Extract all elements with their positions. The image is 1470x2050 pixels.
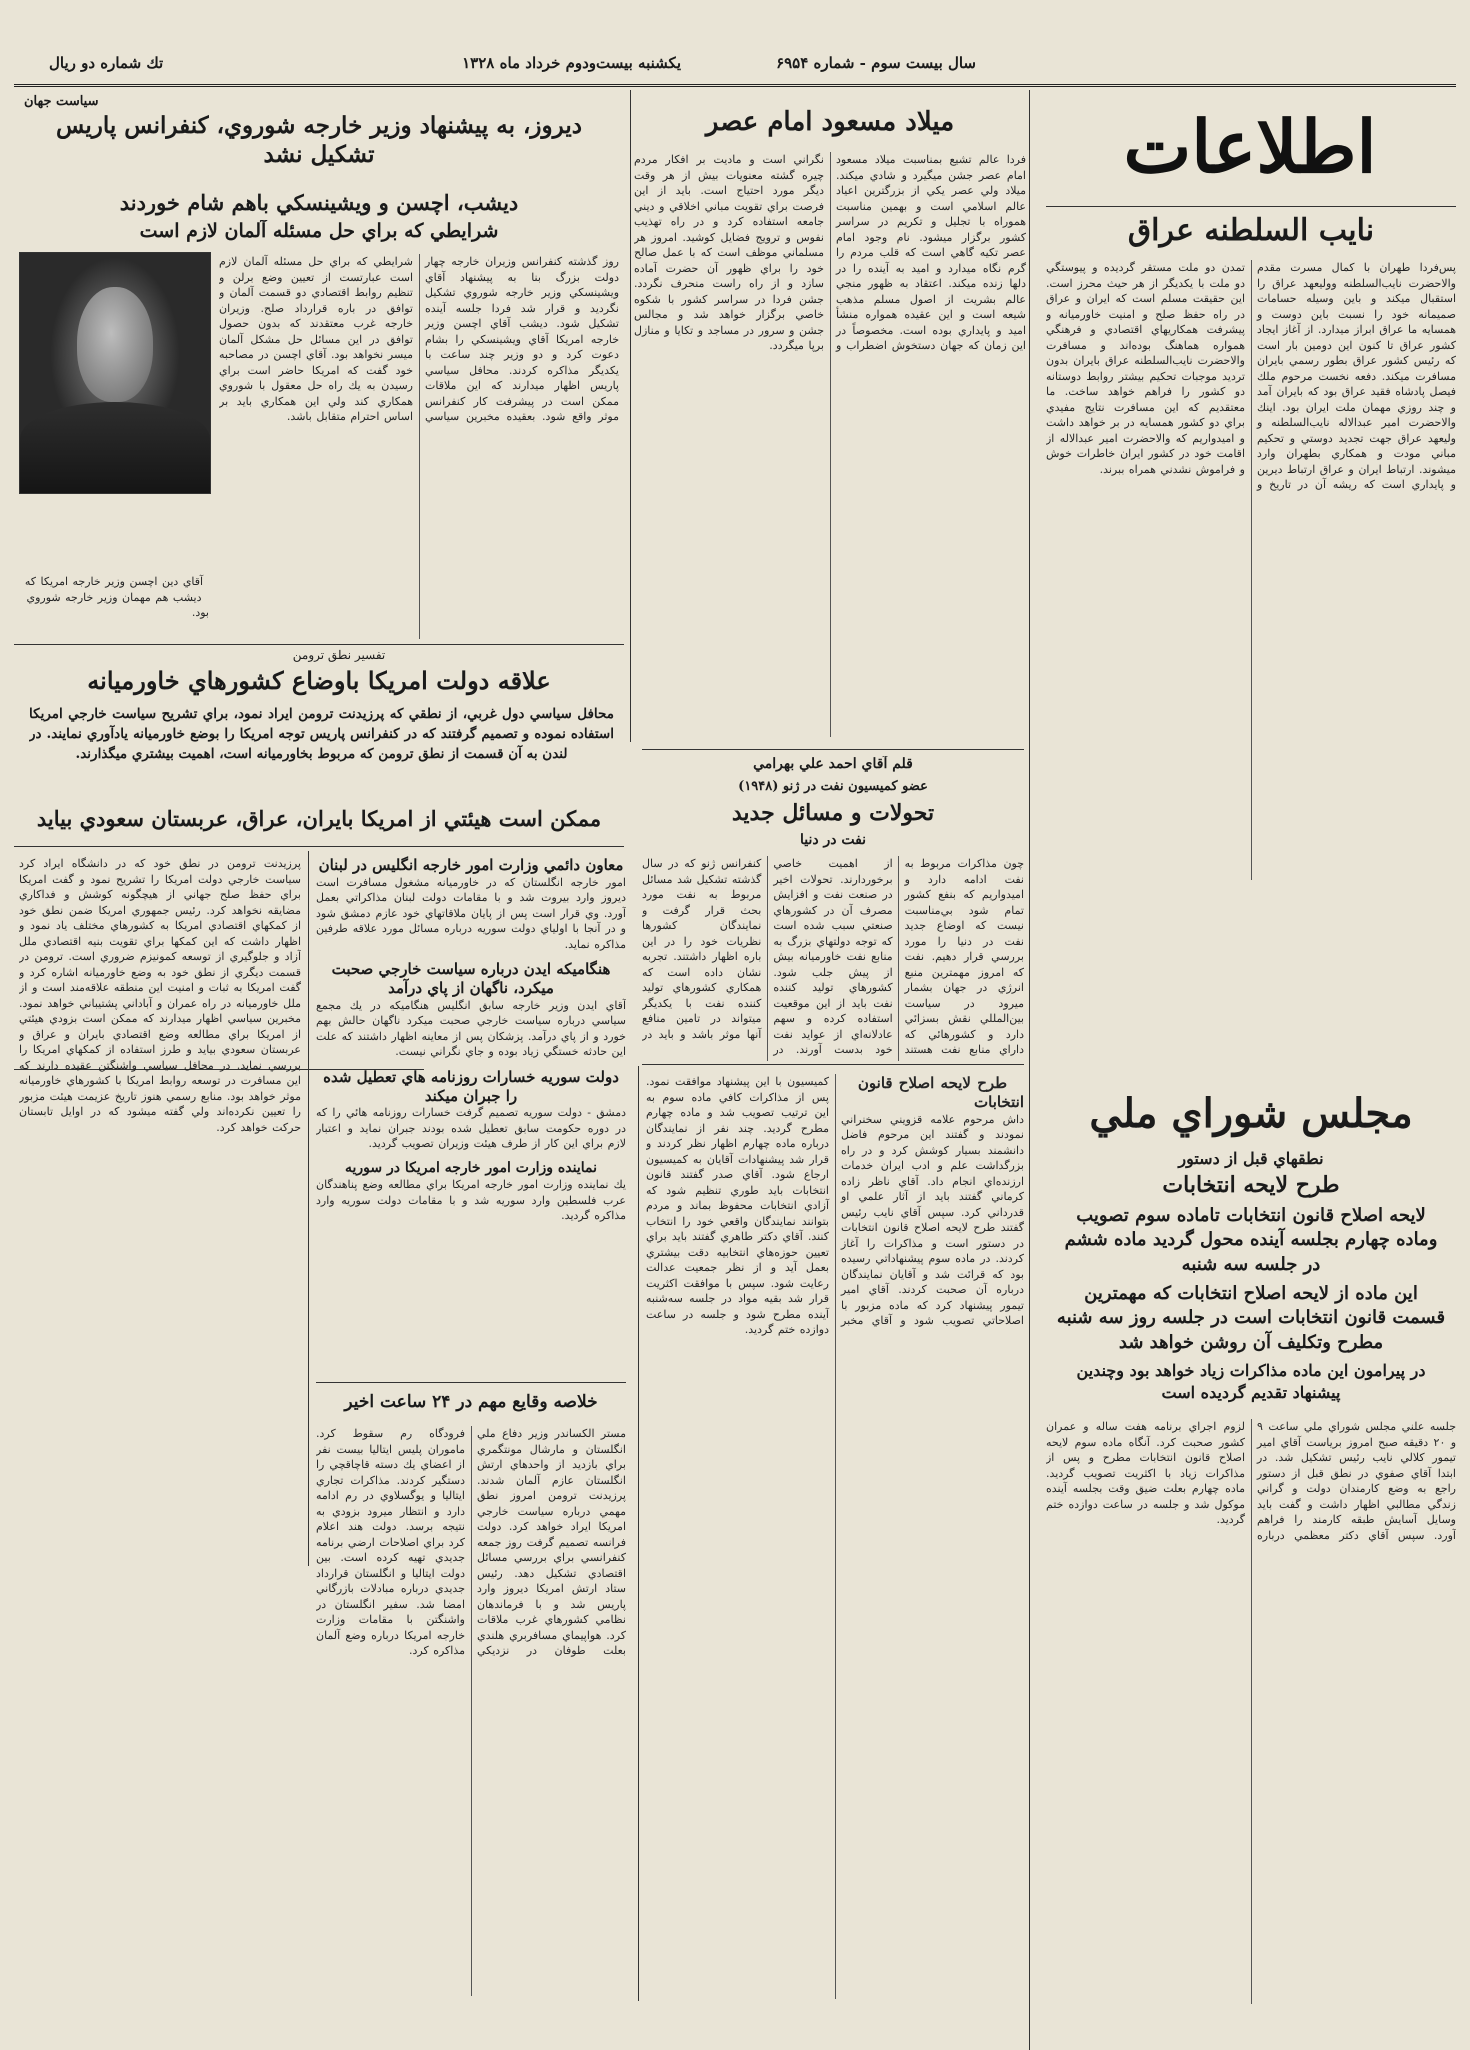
rule [642,1064,1024,1065]
issue-price: تك شماره دو ريال [49,54,164,72]
majlis-cont-text: داش مرحوم علامه قزويني سخنراني نمودند و گفتند اين مرحوم فاضل دانشمند بسيار كوشش كرد و در راه بزرگداشت علم و ادب ايران خدمات ارزنده‌اي انجام داد. آقاي ناظر زاده كرماني گفتند بايد از آثار علمي او قدرداني كرد. سپس آقاي نايب رئيس گفتند طرح لايحه اصلاح قانون انتخابات در دستور است و مذاكرات را آغاز كردند. در ماده سوم پيشنهاداتي رسيده بود كه قرائت شد و آقايان نمايندگان درباره آن صحبت كردند. آقاي امير تيمور پيشنهاد كرد كه ماده مزبور با اصلاحاتي تصويب شود و آقاي مخبر كميسيون با اين پيشنهاد موافقت نمود. پس از مذاكرات كافي ماده سوم به اين ترتيب تصويب شد و ماده چهارم مطرح گرديد. چند نفر از نمايندگان درباره ماده چهارم اظهار نظر كردند و قرار شد پيشنهادات آقايان به كميسيون ارجاع شود. آقاي صدر گفتند قانون انتخابات بايد طوري تنظيم شود كه آزادي انتخابات محفوظ بماند و مردم بتوانند نمايندگان واقعي خود را انتخاب كنند. آقاي دكتر طاهري گفتند بايد براي تعيين حوزه‌هاي انتخابيه دقت بيشتري بعمل آيد و از نظر جمعيت عدالت رعايت شود. سپس با موافقت اكثريت قرار شد بقيه مواد در جلسه سه‌شنبه آينده مطرح شود و جلسه در ساعت دوازده ختم گرديد. [646,1075,1024,1336]
us-middle-east-headline: علاقه دولت امريكا باوضاع كشورهاي خاورميانه [87,666,551,695]
news-summary-article [316,1426,626,1996]
photo-head [77,287,153,402]
oil-sub: نفت در دنيا [799,832,867,848]
majlis-bold3: در پيرامون اين ماده مذاكرات زياد خواهد بود وچندين پيشنهاد تقديم گرديده است [1076,1361,1426,1402]
majlis-text: جلسه علني مجلس شوراي ملي ساعت ۹ و ۲۰ دقيقه صبح امروز برياست آقاي امير تيمور كلالي نايب رئيس تشكيل شد. در ابتدا آقاي صفوي در نطق قبل از دستور راجع به وضع كارمندان دولت و گراني زندگي مطالبي اظهار داشت و گفت بايد وسايل آسايش طبقه كارمند را فراهم آورد. سپس آقاي دكتر معظمي درباره لزوم اجراي برنامه هفت ساله و عمران كشور صحبت كرد. آنگاه ماده سوم لايحه اصلاح قانون انتخابات مطرح و پس از مذاكرات زياد با اكثريت تصويب گرديد. ماده چهارم بعلت ضيق وقت بجلسه آينده موكول شد و جلسه در ساعت دوازده ختم گرديد. [1046,1420,1456,1542]
short-news-h4: نماينده وزارت امور خارجه امريكا در سوريه [344,1159,597,1176]
oil-byline: قلم آقاي احمد علي بهرامي [753,756,913,772]
issue-date: يكشنبه بيست‌ودوم خرداد ماه ۱۳۲۸ [462,54,681,72]
majlis-cont-heading: طرح لايحه اصلاح قانون انتخابات [857,1074,1024,1111]
paris-conf-article [219,254,619,639]
truman-speech-article [19,856,301,1996]
short-news-h3: دولت سوريه خسارات روزنامه هاي تعطيل شده را جبران ميكند [323,1067,619,1105]
oil-article [642,856,1024,1061]
year-issue: سال بيست سوم - شماره ۶۹۵۴ [776,54,976,72]
germany-headline: شرايطي كه براي حل مسئله آلمان لازم است [139,220,499,242]
paris-conf-text: روز گذشته كنفرانس وزيران خارجه چهار دولت بزرگ بنا به پيشنهاد آقاي ويشينسكي وزير خارجه شوروي تشكيل نگرديد و قرار شد فردا جلسه آينده تشكيل شود. ديشب آقاي اچسن وزير خارجه امريكا آقاي ويشينسكي را بشام دعوت كرد و دو وزير چند ساعت با يكديگر مذاكره كردند. محافل سياسي پاريس اظهار ميدارند كه اين ملاقات ممكن است در پيشرفت كار كنفرانس موثر واقع شود. بعقيده مخبرين سياسي شرايطي كه براي حل مسئله آلمان لازم است عبارتست از تعيين وضع برلن و تنظيم روابط اقتصادي دو قسمت آلمان و توافق در باره قرارداد صلح. وزيران خارجه غرب معتقدند كه بدون حصول توافق در اين مسائل حل مشكل آلمان ميسر نخواهد بود. آقاي اچسن در مصاحبه خود گفت كه امريكا حاضر است براي رسيدن به يك راه حل معقول با شوروي همكاري كند ولي اين همكاري بايد بر اساس احترام متقابل باشد. [219,255,619,423]
column-rule [308,851,309,1566]
short-news-h1: معاون دائمي وزارت امور خارجه انگليس در لبنان [318,856,624,874]
newspaper-page [14,14,1456,2034]
rule [14,644,624,645]
acheson-photo [19,252,211,494]
majlis-headline: مجلس شوراي ملي [1089,1090,1413,1137]
majlis-bold2: اين ماده از لايحه اصلاح انتخابات كه مهمترين قسمت قانون انتخابات است در جلسه روز سه شنبه مطرح وتكليف آن روشن خواهد شد [1056,1283,1446,1353]
imam-birth-headline: ميلاد مسعود امام عصر [705,107,955,137]
majlis-bold1: لايحه اصلاح قانون انتخابات تاماده سوم تصويب وماده چهارم بجلسه آينده محول گرديد ماده ششم در جلسه سه شنبه [1064,1205,1438,1275]
oil-role: عضو كميسيون نفت در ژنو (۱۹۴۸) [738,779,928,794]
photo-suit [20,402,210,493]
imam-birth-text: فردا عالم تشيع بمناسبت ميلاد مسعود امام عصر جشن ميگيرد و شادي ميكند. ميلاد ولي عصر يكي از بزرگترين اعياد عالم اسلامي است و بهمين مناسبت هموراه با تجليل و تكريم در سراسر كشور برگزار ميشود. نام وجود امام عصر تكيه گاهي است كه قلب مردم را گرم نگاه ميدارد و اميد به آينده را در دلها زنده ميكند. اعتقاد به ظهور منجي عالم بشريت از اصول مسلم مذهب شيعه است و اين عقيده همواره منشأ اميد و پايداري بوده است. مخصوصاً در اين زمان كه جهان دستخوش اضطراب و نگراني است و ماديت بر افكار مردم چيره گشته معنويات بيش از هر وقت ديگر مورد احتياج است. بايد از اين فرصت براي تقويت مباني اخلاقي و ديني جامعه استفاده كرد و در راه تهذيب نفوس و ترويج فضايل كوشيد. امروز هر مسلماني موظف است كه با عمل صالح خود را براي ظهور آن حضرت آماده سازد و از راه راست منحرف نگردد. جشن فردا در سراسر كشور با شكوه خاصي برگزار خواهد شد و مجالس جشن و سرور در مساجد و تكايا و منازل برپا ميگردد. [634,153,1026,352]
iraq-regent-article [1046,260,1456,880]
us-middle-east-lead: محافل سياسي دول غربي، از نطقي كه پرزيدنت ترومن ايراد نمود، براي تشريح سياست خارجي امريكا استفاده نموده و تصميم گرفتند كه در كنفرانس پاريس توجه امريكا را بوضع خاورميانه يادآوري نمايند. در لندن به آن قسمت از نطق ترومن كه مربوط بخاورميانه است، اهميت بيشتري ميگذارند. [29,706,614,762]
news-summary-headline: خلاصه وقايع مهم در ۲۴ ساعت اخير [344,1392,598,1412]
paris-conf-headline: ديروز، به پيشنهاد وزير خارجه شوروي، كنفرانس پاريس تشكيل نشد [56,112,582,168]
iraq-regent-text-2: اين حقيقت مسلم است كه ايران و عراق در راه حفظ صلح و امنيت خاورميانه و پيشرفت همكاريهاي اقتصادي و فرهنگي همواره هماهنگ بوده‌اند و مسافرت والاحضرت نايب‌السلطنه عراق بايران بدون ترديد موجبات تحكيم بيشتر روابط دوستانه دو كشور را فراهم خواهد ساخت. [1046,292,1246,398]
masthead-logo [1044,90,1456,202]
photo-caption: آقاي دين اچسن وزير خارجه امريكا كه ديشب هم مهمان وزير خارجه شوروي بود. [24,575,209,619]
imam-birth-article [634,152,1026,737]
short-news-t3: دمشق - دولت سوريه تصميم گرفت خسارات روزنامه هائي را كه در دوره حكومت سابق تعطيل شده بودند جبران نمايد و اعتبار لازم براي اين كار از طرف هيئت وزيران تصويب گرديد. [316,1106,626,1151]
column-rule [1029,90,1030,2050]
iraq-regent-headline: نايب السلطنه عراق [1127,213,1375,248]
majlis-article [1046,1419,1456,2004]
oil-headline: تحولات و مسائل جديد [731,800,935,826]
truman-kicker: تفسير نطق ترومن [292,648,386,662]
masthead-logo-text: اطلاعات [1123,104,1377,189]
majlis-continued-article [646,1074,1024,1999]
majlis-sub2: طرح لايحه انتخابات [1162,1172,1340,1198]
majlis-sub1: نطقهاي قبل از دستور [1178,1149,1324,1168]
oil-text: چون مذاكرات مربوط به نفت ادامه دارد و اميدواريم كه بنفع كشور تمام شود بي‌مناسبت نيست كه اوضاع جديد نفت در دنيا را مورد بررسي قرار دهيم. نفت كه امروز مهمترين منبع انرژي در جهان بشمار ميرود در سياست بين‌المللي نقش بسزائي دارد و كشورهائي كه داراي منابع نفت هستند از اهميت خاصي برخوردارند. تحولات اخير در صنعت نفت و افزايش مصرف آن در كشورهاي صنعتي سبب شده است كه توجه دولتهاي بزرگ به منابع نفت خاورميانه بيش از پيش جلب شود. كشورهاي توليد كننده نفت بايد از اين موقعيت استفاده كرده و سهم عادلانه‌اي از عوايد نفت خود بدست آورند. در كنفرانس ژنو كه در سال گذشته تشكيل شد مسائل مربوط به نفت مورد بحث قرار گرفت و نمايندگان كشورها نظريات خود را در اين باره اظهار داشتند. تجربه نشان داده است كه همكاري كشورهاي توليد كننده نفت با يكديگر ميتواند در تامين منافع آنها موثر باشد و بايد در [642,857,1024,1056]
us-mission-headline: ممكن است هيئتي از امريكا بايران، عراق، عربستان سعودي بيايد [36,806,602,831]
short-news-column [316,856,626,1381]
column-rule [630,90,631,742]
iraq-regent-text: پس‌فردا طهران با كمال مسرت مقدم والاحضرت نايب‌السلطنه وولیعهد عراق را استقبال ميكند و باين وسيله حسامات صميمانه خود را نسبت باين دوست و همسايه ما عراق ابراز ميدارد. از آغاز ايجاد كشور عراق تا كنون اين دومين بار است كه رئيس كشور عراق بطور رسمي بايران مسافرت ميكند. دفعه نخست مرحوم ملك فيصل پادشاه فقيد عراق بود كه بايران آمد و چند روزي مهمان ملت ايران بود. اينك والاحضرت امير عبدالاله نايب‌السلطنه و وليعهد عراق جهت تجديد دوستي و تحكيم مباني مودت و همكاري بطهران وارد ميشوند. ارتباط ايران و عراق ارتباط ديرين و پايداري است كه ريشه آن در تاريخ و تمدن دو ملت مستقر گرديده و پيوستگي دو ملت با يكديگر از هر حيث محرز است. [1046,261,1456,491]
world-politics-kicker: سياست جهان [24,94,99,109]
rule [316,1382,626,1383]
short-news-t4: يك نماينده وزارت امور خارجه امريكا براي مطالعه وضع پناهندگان عرب فلسطين وارد سوريه شد و با مقامات دولت سوريه وارد مذاكره گرديد. [316,1178,626,1223]
masthead-logo-art [1044,90,1456,202]
short-news-t1: امور خارجه انگلستان كه در خاورميانه مشغول مسافرت است ديروز وارد بيروت شد و با مقامات دولت لبنان مذاكراتي بعمل آورد. وي قرار است پس از پايان ملاقاتهاي خود عازم دمشق شود و در آنجا با اولياي دولت سوريه درباره مسائل مورد علاقه طرفين مذاكره نمايد. [316,875,626,951]
truman-speech-text: پرزيدنت ترومن در نطق خود كه در دانشگاه ايراد كرد سياست خارجي دولت امريكا را تشريح نمود و گفت امريكا براي حفظ صلح جهاني از هيچگونه كوشش و فداكاري مضايقه نخواهد كرد. رئيس جمهوري امريكا ضمن نطق خود از كمكهاي اقتصادي امريكا به كشورهاي مختلف ياد نمود و اظهار داشت كه اين كمكها براي تقويت بنيه اقتصادي ملل آزاد و جلوگيري از توسعه كمونيزم ضروري است. ترومن در قسمت ديگري از نطق خود به وضع خاورميانه اشاره كرد و گفت امريكا به ثبات و امنيت اين منطقه علاقه‌مند است و از ملل خاورميانه در راه عمران و آباداني پشتيباني خواهد نمود. مخبرين سياسي اظهار ميدارند كه ممكن است بزودي هيئتي از امريكا براي مطالعه وضع اقتصادي بايران و عراق و عربستان سعودي بيايد و طرز استفاده از كمكهاي امريكا را بررسي نمايد. در محافل سياسي واشنگتن عقيده دارند كه اين مسافرت در توسعه روابط امريكا با كشورهاي خاورميانه موثر خواهد بود. منابع رسمي هنوز تاريخ عزيمت هيئت مزبور را تعيين نكرده‌اند ولي گفته ميشود كه در اوايل تابستان حركت خواهد كرد. [19,857,301,1134]
masthead-rule [1046,206,1456,207]
news-summary-text: مستر الكساندر وزير دفاع ملي انگلستان و مارشال مونتگمري براي بازديد از واحدهاي ارتش انگلستان عازم آلمان شدند. پرزيدنت ترومن امروز نطق مهمي درباره سياست خارجي امريكا ايراد خواهد كرد. دولت فرانسه تصميم گرفت روز جمعه كنفرانسي براي بررسي مسائل اقتصادي تشكيل دهد. رئيس ستاد ارتش امريكا ديروز وارد پاريس شد و با فرماندهان نظامي كشورهاي غرب ملاقات كرد. هواپيماي مسافربري هلندي بعلت طوفان در نزديكي فرودگاه رم سقوط كرد. ماموران پليس ايتاليا بيست نفر از اعضاي يك دسته قاچاقچي را دستگير كردند. مذاكرات تجاري ايتاليا و يوگسلاوي در رم ادامه دارد و انتظار ميرود بزودي به نتيجه برسد. دولت هند اعلام كرد براي اصلاحات ارضي برنامه جديدي تهيه كرده است. بين دولت ايتاليا و انگلستان قرارداد جديدي درباره مبادلات بازرگاني امضا شد. سفير انگلستان در واشنگتن با مقامات وزارت خارجه امريكا درباره وضع آلمان مذاكره كرد. [316,1427,626,1657]
short-news-t2: آقاي ايدن وزير خارجه سابق انگليس هنگاميكه در يك مجمع سياسي درباره سياست خارجي صحبت ميكرد ناگهان حالش بهم خورد و از پاي درآمد. پزشكان پس از معاينه اظهار داشتند كه علت اين حادثه خستگي زياد بوده و جاي نگراني نيست. [316,998,626,1059]
iraq-regent-text-3: ما معتقديم كه اين مسافرت نتايج مفيدي براي دو كشور همسايه در بر خواهد داشت و اميدواريم كه والاحضرت امير عبدالاله از اقامت خود در كشور ايران خاطرات خوش و فراموش نشدني همراه ببرند. [1046,385,1245,476]
acheson-dinner-headline: ديشب، اچسن و ويشينسكي باهم شام خوردند [119,190,519,215]
rule [642,749,1024,750]
column-rule [638,1066,639,2001]
rule [14,846,624,847]
header-bar [14,50,1456,87]
short-news-h2: هنگاميكه ايدن درباره سياست خارجي صحبت ميكرد، ناگهان از پاي درآمد [331,960,611,997]
